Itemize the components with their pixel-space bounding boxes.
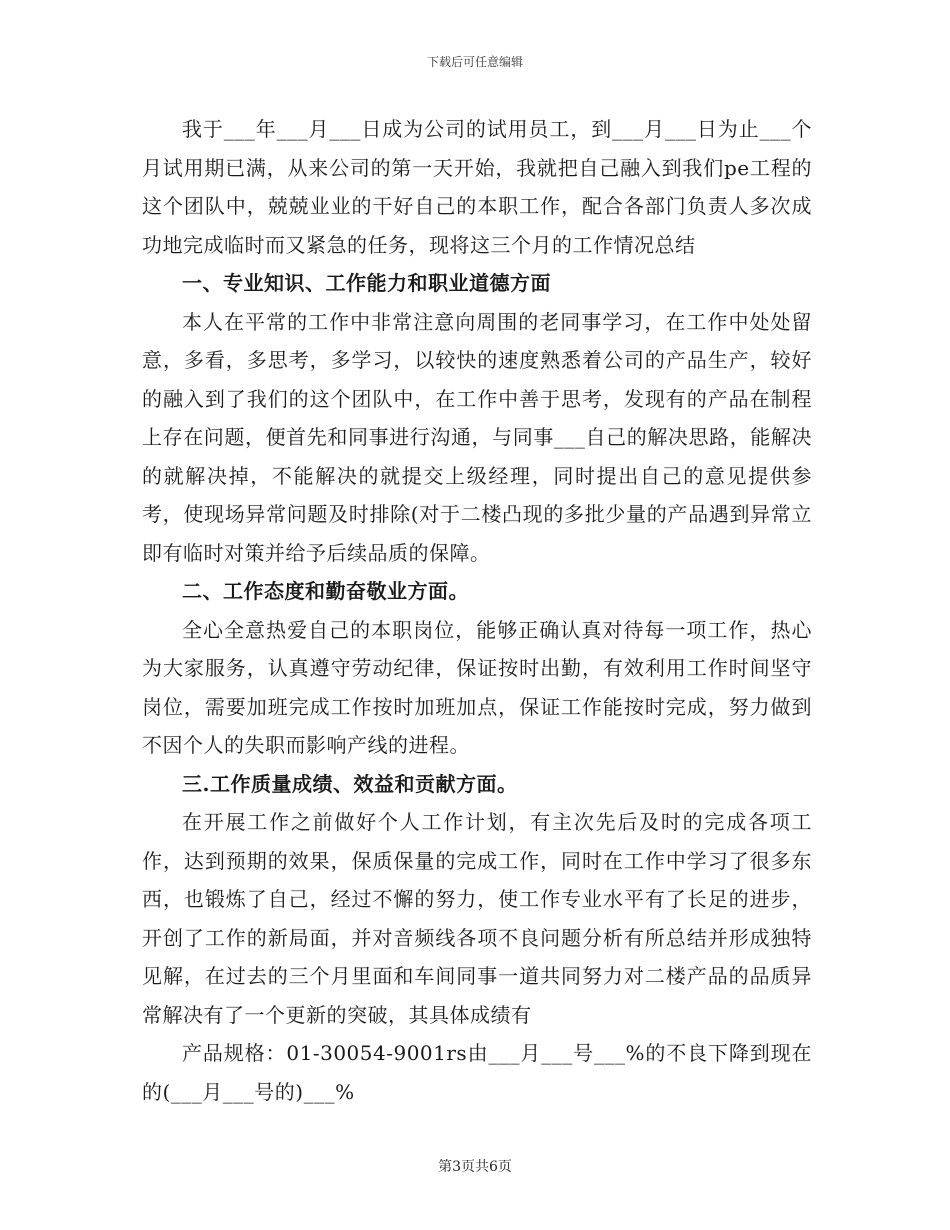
section-2-paragraph: 全心全意热爱自己的本职岗位，能够正确认真对待每一项工作，热心为大家服务，认真遵守劳动纪律，保证按时出勤，有效利用工作时间坚守岗位，需要加班完成工作按时加班加点，保证工作能按时完成，努力做到不因个人的失职而影响产线的进程。 [142, 617, 812, 757]
section-1-paragraph: 本人在平常的工作中非常注意向周围的老同事学习，在工作中处处留意，多看，多思考，多学习，以较快的速度熟悉着公司的产品生产，较好的融入到了我们的这个团队中，在工作中善于思考，发现有的产品在制程上存在问题，便首先和同事进行沟通，与同事___自己的解决思路，能解决的就解决掉，不能解决的就提交上级经理，同时提出自己的意见提供参考，使现场异常问题及时排除(对于二楼凸现的多批少量的产品遇到异常立即有临时对策并给予后续品质的保障。 [142, 309, 812, 565]
page-number: 第3页共6页 [438, 1159, 512, 1175]
intro-paragraph: 我于___年___月___日成为公司的试用员工，到___月___日为止___个月试用期已满，从来公司的第一天开始，我就把自己融入到我们pe工程的这个团队中，兢兢业业的干好自己的本职工作，配合各部门负责人多次成功地完成临时而又紧急的任务，现将这三个月的工作情况总结 [142, 117, 812, 257]
section-3-paragraph: 在开展工作之前做好个人工作计划，有主次先后及时的完成各项工作，达到预期的效果，保质保量的完成工作，同时在工作中学习了很多东西，也锻炼了自己，经过不懈的努力，使工作专业水平有了长足的进步，开创了工作的新局面，并对音频线各项不良问题分析有所总结并形成独特见解，在过去的三个月里面和车间同事一道共同努力对二楼产品的品质异常解决有了一个更新的突破，其具体成绩有 [142, 810, 812, 1027]
product-spec-paragraph: 产品规格：01-30054-9001rs由___月___号___%的不良下降到现在的(___月___号的)___% [142, 1041, 812, 1104]
section-heading-1: 一、专业知识、工作能力和职业道德方面 [182, 271, 551, 295]
section-heading-2: 二、工作态度和勤奋敬业方面。 [182, 579, 469, 603]
section-heading-3: 三.工作质量成绩、效益和贡献方面。 [182, 771, 518, 796]
page-header-note: 下载后可任意编辑 [426, 55, 523, 69]
document-body [142, 110, 812, 1111]
